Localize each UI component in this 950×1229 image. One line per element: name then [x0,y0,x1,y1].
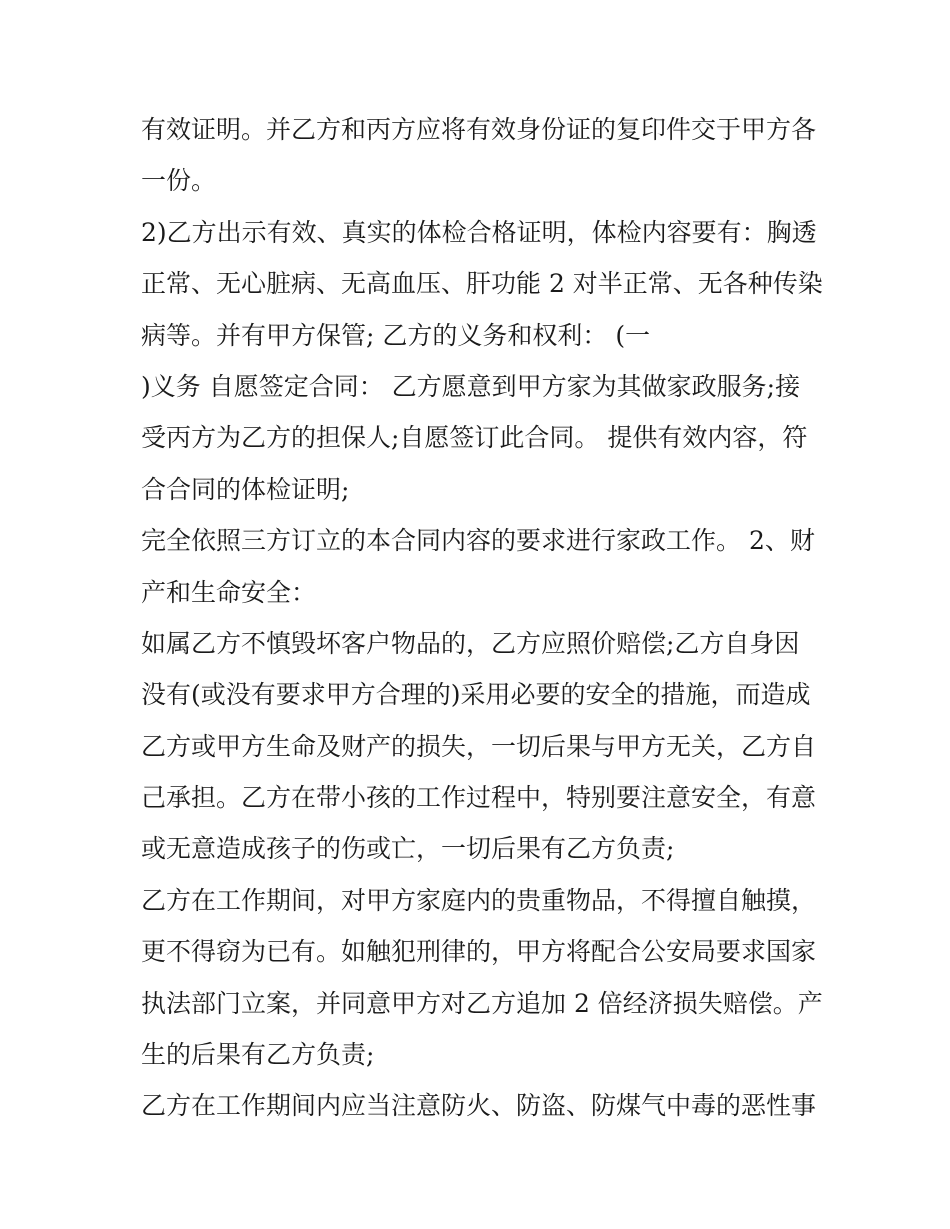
text-line: 更不得窃为已有。如触犯刑律的，甲方将配合公安局要求国家 [141,937,817,967]
text-line: 2)乙方出示有效、真实的体检合格证明，体检内容要有：胸透 [141,217,817,247]
text-line: 乙方或甲方生命及财产的损失，一切后果与甲方无关，乙方自 [141,731,817,761]
text-line: 执法部门立案，并同意甲方对乙方追加 2 倍经济损失赔偿。产 [141,988,823,1018]
text-line: 没有(或没有要求甲方合理的)采用必要的安全的措施，而造成 [141,680,811,710]
text-line: 受丙方为乙方的担保人;自愿签订此合同。 提供有效内容，符 [141,423,808,453]
text-line: 一份。 [141,166,217,196]
text-line: 如属乙方不慎毁坏客户物品的，乙方应照价赔偿;乙方自身因 [141,628,800,658]
text-line: 生的后果有乙方负责; [141,1040,375,1070]
text-line: 病等。并有甲方保管; 乙方的义务和权利： (一 [141,320,651,350]
text-line: 乙方在工作期间内应当注意防火、防盗、防煤气中毒的恶性事 [141,1091,817,1121]
document-body [141,104,821,1132]
text-line: 正常、无心脏病、无高血压、肝功能 2 对半正常、无各种传染 [141,269,823,299]
text-line: 己承担。乙方在带小孩的工作过程中，特别要注意安全，有意 [141,783,817,813]
text-line: )义务 自愿签定合同： 乙方愿意到甲方家为其做家政服务;接 [141,371,801,401]
text-line: 合合同的体检证明; [141,474,350,504]
text-line: 完全依照三方订立的本合同内容的要求进行家政工作。 2、财 [141,526,815,556]
text-line: 乙方在工作期间，对甲方家庭内的贵重物品，不得擅自触摸， [141,885,817,915]
text-line: 产和生命安全： [141,577,317,607]
text-line: 有效证明。并乙方和丙方应将有效身份证的复印件交于甲方各 [141,115,817,144]
text-line: 或无意造成孩子的伤或亡，一切后果有乙方负责; [141,834,675,864]
